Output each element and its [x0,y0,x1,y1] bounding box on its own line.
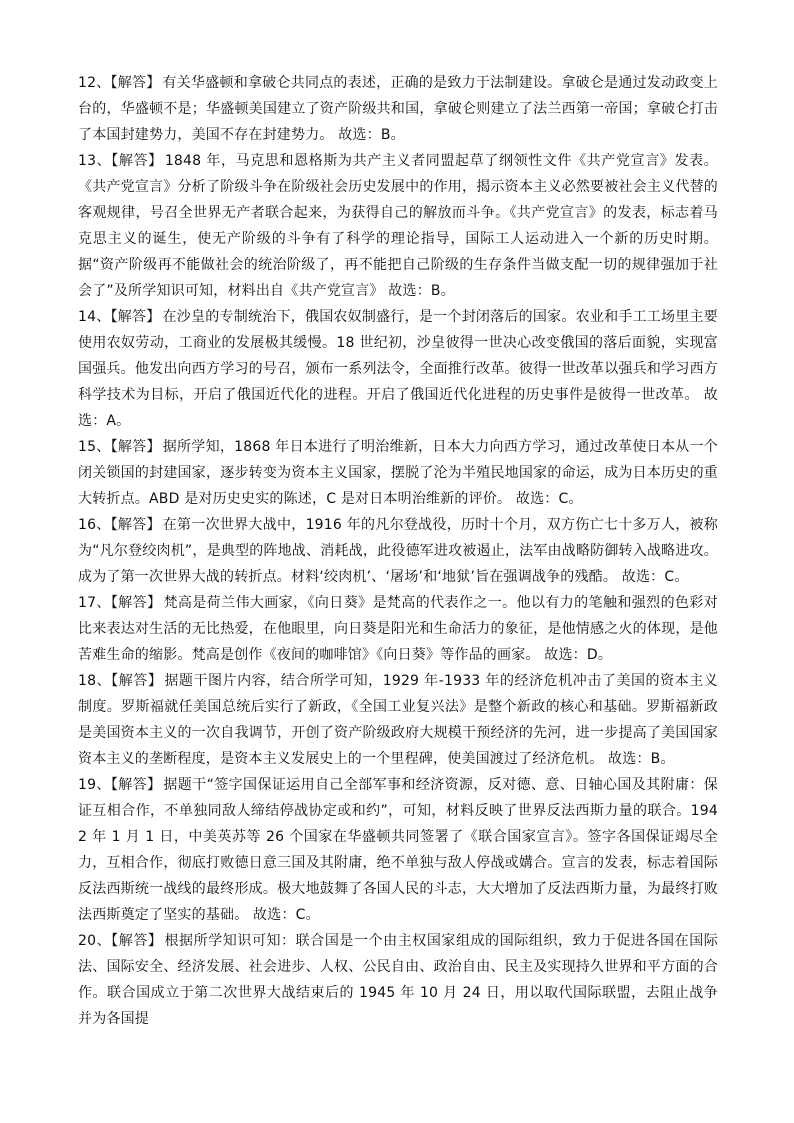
answer-14 [78,304,718,434]
question-number: 13、 [78,153,112,169]
answer-text: 梵高是荷兰伟大画家，《向日葵》是梵高的代表作之一。他以有力的笔触和强烈的色彩对比来表达对生活的无比热爱，在他眼里，向日葵是阳光和生命活力的象征，是他情感之火的体现，是他苦难生命的缩影。梵高是创作《夜间的咖啡馆》《向日葵》等作品的画家。 故选：D。 [78,595,718,663]
answer-text: 在第一次世界大战中，1916 年的凡尔登战役，历时十个月，双方伤亡七十多万人，被称为“凡尔登绞肉机”，是典型的阵地战、消耗战，此役德军进攻被遏止，法军由战略防御转入战略进攻。成为了第一次世界大战的转折点。材料‘绞肉机’、‘屠场’和‘地狱’旨在强调战争的残酷。 故选：C。 [78,517,718,585]
answer-13 [78,148,718,304]
answer-text: 根据所学知识可知：联合国是一个由主权国家组成的国际组织，致力于促进各国在国际法、国际安全、经济发展、社会进步、人权、公民自由、政治自由、民主及实现持久世界和平方面的合作。联合国成立于第二次世界大战结束后的 1945 年 10 月 24 日，用以取代国际联盟，去阻止战争并为各国提 [78,933,718,1027]
answer-18 [78,668,718,772]
answer-text: 1848 年，马克思和恩格斯为共产主义者同盟起草了纲领性文件《共产党宣言》发表。《共产党宣言》分析了阶级斗争在阶级社会历史发展中的作用，揭示资本主义必然要被社会主义代替的客观规律，号召全世界无产者联合起来，为获得自己的解放而斗争。《共产党宣言》的发表，标志着马克思主义的诞生，使无产阶级的斗争有了科学的理论指导，国际工人运动进入一个新的历史时期。 据“资产阶级再不能做社会的统治阶级了，再不能把自己阶级的生存条件当做支配一切的规律强加于社会了”及所学知识可知，材料出自《共产党宣言》 故选：B。 [78,153,718,299]
answer-19 [78,772,718,928]
question-number: 16、 [78,517,111,533]
answer-tag: 【解答】 [111,673,163,689]
answer-text: 据题干“签字国保证运用自己全部军事和经济资源，反对德、意、日轴心国及其附庸：保证互相合作，不单独同敌人缔结停战协定或和约”，可知，材料反映了世界反法西斯力量的联合。1942 年 1 月 1 日，中美英苏等 26 个国家在华盛顿共同签署了《联合国家宣言》。签字各国保证竭尽全力，互相合作，彻底打败德日意三国及其附庸，绝不单独与敌人停战或媾合。宣言的发表，标志着国际反法西斯统一战线的最终形成。极大地鼓舞了各国人民的斗志，大大增加了反法西斯力量，为最终打败法西斯奠定了坚实的基础。 故选：C。 [78,777,718,923]
answer-12 [78,70,718,148]
answer-text: 据所学知，1868 年日本进行了明治维新，日本大力向西方学习，通过改革使日本从一个闭关锁国的封建国家，逐步转变为资本主义国家，摆脱了沦为半殖民地国家的命运，成为日本历史的重大转折点。ABD 是对历史史实的陈述，C 是对日本明治维新的评价。 故选：C。 [78,439,718,507]
answer-tag: 【解答】 [110,309,161,325]
answer-15 [78,434,718,512]
question-number: 15、 [78,439,111,455]
answer-16 [78,512,718,590]
question-number: 18、 [78,673,112,689]
answer-text: 据题干图片内容，结合所学可知，1929 年-1933 年的经济危机冲击了美国的资本主义制度。罗斯福就任美国总统后实行了新政，《全国工业复兴法》是整个新政的核心和基础。罗斯福新政是美国资本主义的一次自我调节，开创了资产阶级政府大规模干预经济的先河，进一步提高了美国国家资本主义的垄断程度，是资本主义发展史上的一个里程碑，使美国渡过了经济危机。 故选：B。 [78,673,718,767]
answer-tag: 【解答】 [111,153,163,169]
answer-text: 在沙皇的专制统治下，俄国农奴制盛行，是一个封闭落后的国家。农业和手工工场里主要使用农奴劳动，工商业的发展极其缓慢。18 世纪初，沙皇彼得一世决心改变俄国的落后面貌，实现富国强兵。他发出向西方学习的号召，颁布一系列法令，全面推行改革。彼得一世改革以强兵和学习西方科学技术为目标，开启了俄国近代化的进程。开启了俄国近代化进程的历史事件是彼得一世改革。 故选：A。 [78,309,718,429]
answer-tag: 【解答】 [110,439,161,455]
answer-20 [78,928,718,1032]
answer-text: 有关华盛顿和拿破仑共同点的表述，正确的是致力于法制建设。拿破仑是通过发动政变上台的，华盛顿不是；华盛顿美国建立了资产阶级共和国，拿破仑则建立了法兰西第一帝国；拿破仑打击了本国封建势力，美国不存在封建势力。 故选：B。 [78,75,718,143]
answer-17 [78,590,718,668]
question-number: 19、 [78,777,111,793]
answer-explanations [78,70,718,1032]
answer-tag: 【解答】 [110,595,162,611]
question-number: 20、 [78,933,112,949]
answer-tag: 【解答】 [110,517,161,533]
question-number: 12、 [78,75,111,91]
answer-tag: 【解答】 [110,777,162,793]
question-number: 17、 [78,595,111,611]
answer-tag: 【解答】 [110,75,161,91]
question-number: 14、 [78,309,111,325]
answer-tag: 【解答】 [111,933,163,949]
